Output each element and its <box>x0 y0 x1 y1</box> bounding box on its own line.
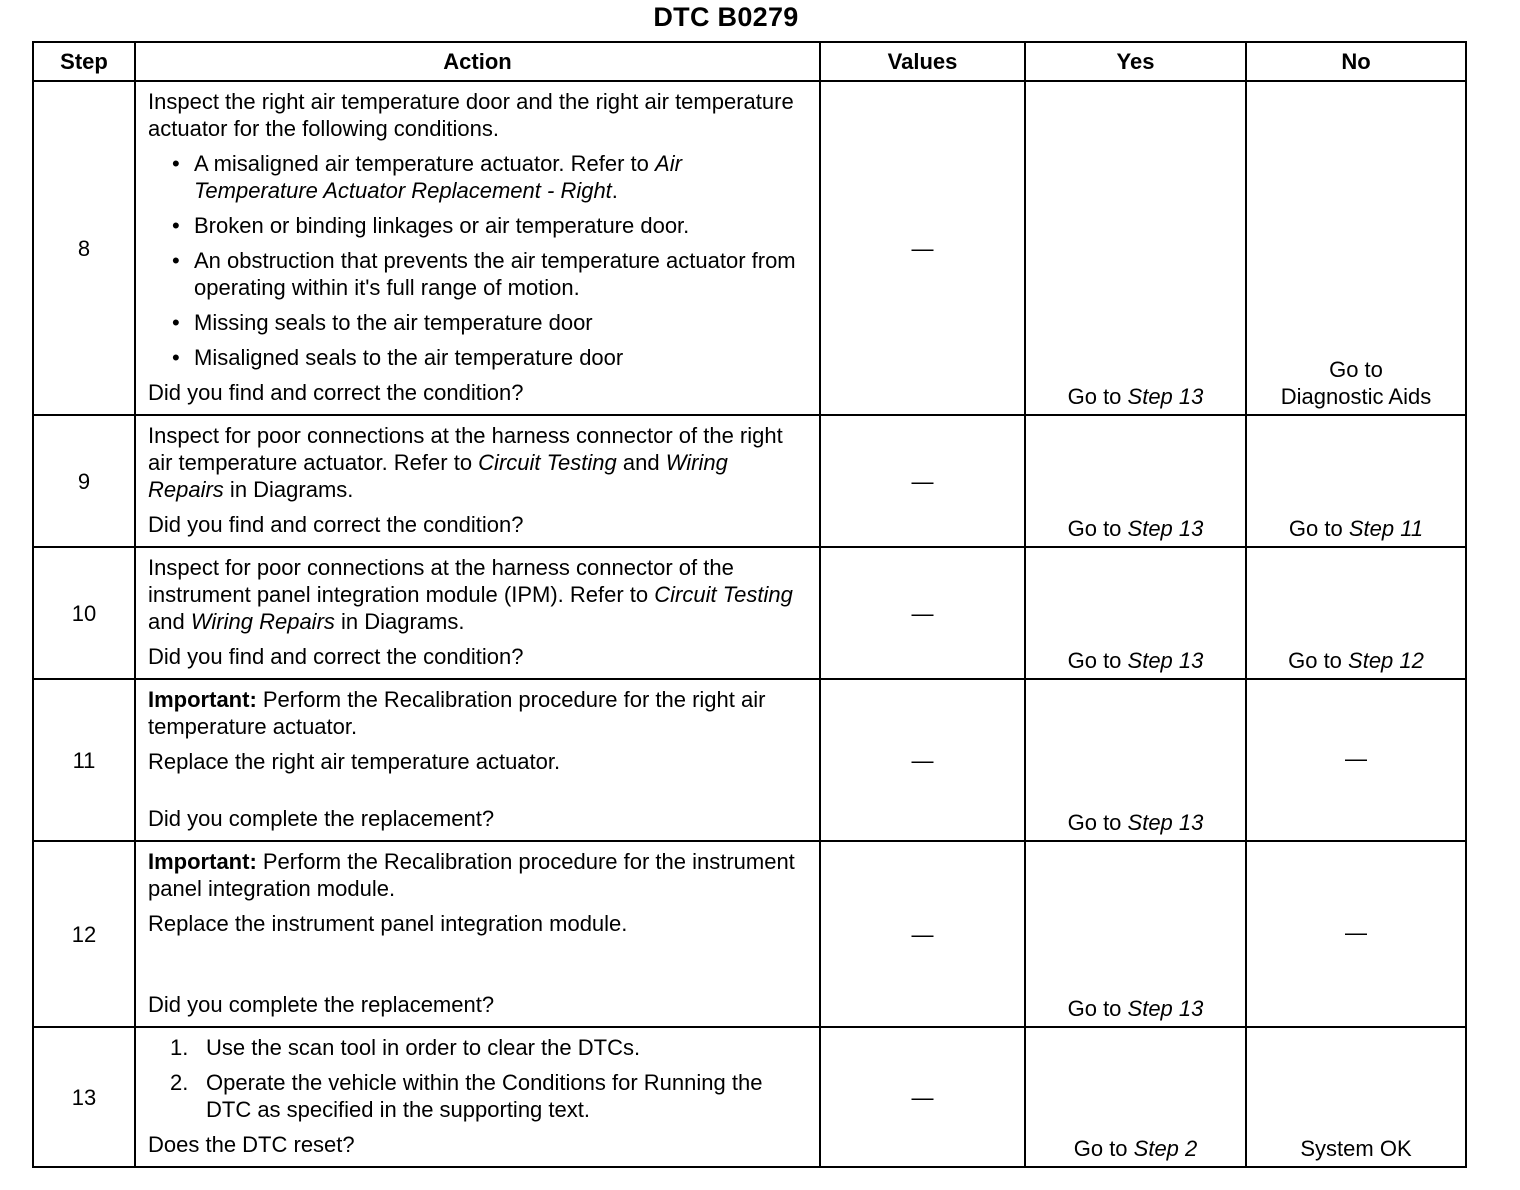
list-item: 2. Operate the vehicle within the Conditions for Running the DTC as specified in the supporting text. <box>170 1070 763 1122</box>
yes-cell: Go to Step 13 <box>1025 679 1246 841</box>
values-cell: — <box>820 841 1025 1027</box>
step-link[interactable]: Step 13 <box>1127 384 1204 409</box>
action-question: Did you find and correct the condition? <box>148 380 524 405</box>
action-question: Did you find and correct the condition? <box>148 644 524 669</box>
reference-link[interactable]: Circuit Testing <box>654 582 793 607</box>
table-row <box>33 547 1466 679</box>
step-link[interactable]: Step 11 <box>1348 516 1424 541</box>
header-step: Step <box>33 42 135 81</box>
step-link[interactable]: Step 13 <box>1127 648 1204 673</box>
yes-cell: Go to Step 13 <box>1025 841 1246 1027</box>
table-row <box>33 841 1466 1027</box>
values-cell: — <box>820 1027 1025 1167</box>
yes-cell: Go to Step 13 <box>1025 81 1246 415</box>
no-cell: System OK <box>1246 1027 1466 1167</box>
header-yes: Yes <box>1025 42 1246 81</box>
action-intro: Inspect the right air temperature door and the right air temperature actuator for the following conditions. <box>148 89 794 141</box>
header-no: No <box>1246 42 1466 81</box>
table-row <box>33 81 1466 415</box>
yes-cell: Go to Step 13 <box>1025 547 1246 679</box>
header-values: Values <box>820 42 1025 81</box>
no-cell: — <box>1246 679 1466 841</box>
header-action: Action <box>135 42 820 81</box>
values-cell: — <box>820 415 1025 547</box>
step-number: 8 <box>33 81 135 415</box>
table-row <box>33 1027 1466 1167</box>
step-number: 9 <box>33 415 135 547</box>
reference-link[interactable]: Wiring Repairs <box>190 609 335 634</box>
reference-link[interactable]: Wiring Repairs <box>148 450 728 502</box>
reference-link[interactable]: Circuit Testing <box>478 450 617 475</box>
step-number: 11 <box>33 679 135 841</box>
action-question: Did you complete the replacement? <box>148 806 495 831</box>
yes-cell: Go to Step 13 <box>1025 415 1246 547</box>
important-note: Important: Perform the Recalibration procedure for the right air temperature actuator. <box>148 687 766 739</box>
step-link[interactable]: Step 13 <box>1127 810 1204 835</box>
values-cell: — <box>820 547 1025 679</box>
important-note: Important: Perform the Recalibration procedure for the instrument panel integration module. <box>148 849 795 901</box>
action-question: Did you find and correct the condition? <box>148 512 524 537</box>
no-cell: Go to Diagnostic Aids <box>1246 81 1466 415</box>
action-cell <box>135 547 820 679</box>
no-cell: — <box>1246 841 1466 1027</box>
header-row <box>33 42 1466 81</box>
values-cell: — <box>820 679 1025 841</box>
action-text: Inspect for poor connections at the harness connector of the instrument panel integration module (IPM). Refer to Circuit Testing and Wiring Repairs in Diagrams. <box>148 555 793 634</box>
diagnostic-table <box>32 41 1467 1168</box>
step-link[interactable]: Step 12 <box>1348 648 1424 673</box>
action-question: Did you complete the replacement? <box>148 992 495 1017</box>
step-link[interactable]: Step 13 <box>1127 996 1204 1021</box>
step-number: 12 <box>33 841 135 1027</box>
values-cell: — <box>820 81 1025 415</box>
condition-list <box>148 150 805 371</box>
action-cell <box>135 679 820 841</box>
list-item: • A misaligned air temperature actuator. Refer to Air Temperature Actuator Replacement - Right. <box>194 150 805 204</box>
procedure-list <box>148 1034 805 1123</box>
list-item: 1. Use the scan tool in order to clear the DTCs. <box>170 1035 641 1060</box>
action-text: Replace the instrument panel integration module. <box>148 911 628 936</box>
step-link[interactable]: Step 2 <box>1133 1136 1198 1161</box>
step-link[interactable]: Step 13 <box>1127 516 1204 541</box>
reference-link[interactable]: Air Temperature Actuator Replacement - Right <box>194 151 682 203</box>
action-text: Inspect for poor connections at the harness connector of the right air temperature actuator. Refer to Circuit Testing and Wiring Repairs in Diagrams. <box>148 423 783 502</box>
action-question: Does the DTC reset? <box>148 1132 355 1157</box>
step-number: 13 <box>33 1027 135 1167</box>
table-row <box>33 415 1466 547</box>
action-cell <box>135 81 820 415</box>
yes-cell: Go to Step 2 <box>1025 1027 1246 1167</box>
document-title: DTC B0279 <box>653 2 799 32</box>
list-item: • Broken or binding linkages or air temperature door. <box>194 212 805 239</box>
list-item: • Missing seals to the air temperature door <box>194 309 805 336</box>
action-cell <box>135 415 820 547</box>
action-cell <box>135 1027 820 1167</box>
list-item: • Misaligned seals to the air temperature door <box>194 344 805 371</box>
action-text: Replace the right air temperature actuator. <box>148 749 561 774</box>
table-row <box>33 679 1466 841</box>
step-number: 10 <box>33 547 135 679</box>
action-cell <box>135 841 820 1027</box>
no-cell: Go to Step 11 <box>1246 415 1466 547</box>
list-item: • An obstruction that prevents the air temperature actuator from operating within it's full range of motion. <box>194 247 805 301</box>
no-cell: Go to Step 12 <box>1246 547 1466 679</box>
reference-link[interactable]: Diagnostic Aids <box>1280 384 1432 409</box>
